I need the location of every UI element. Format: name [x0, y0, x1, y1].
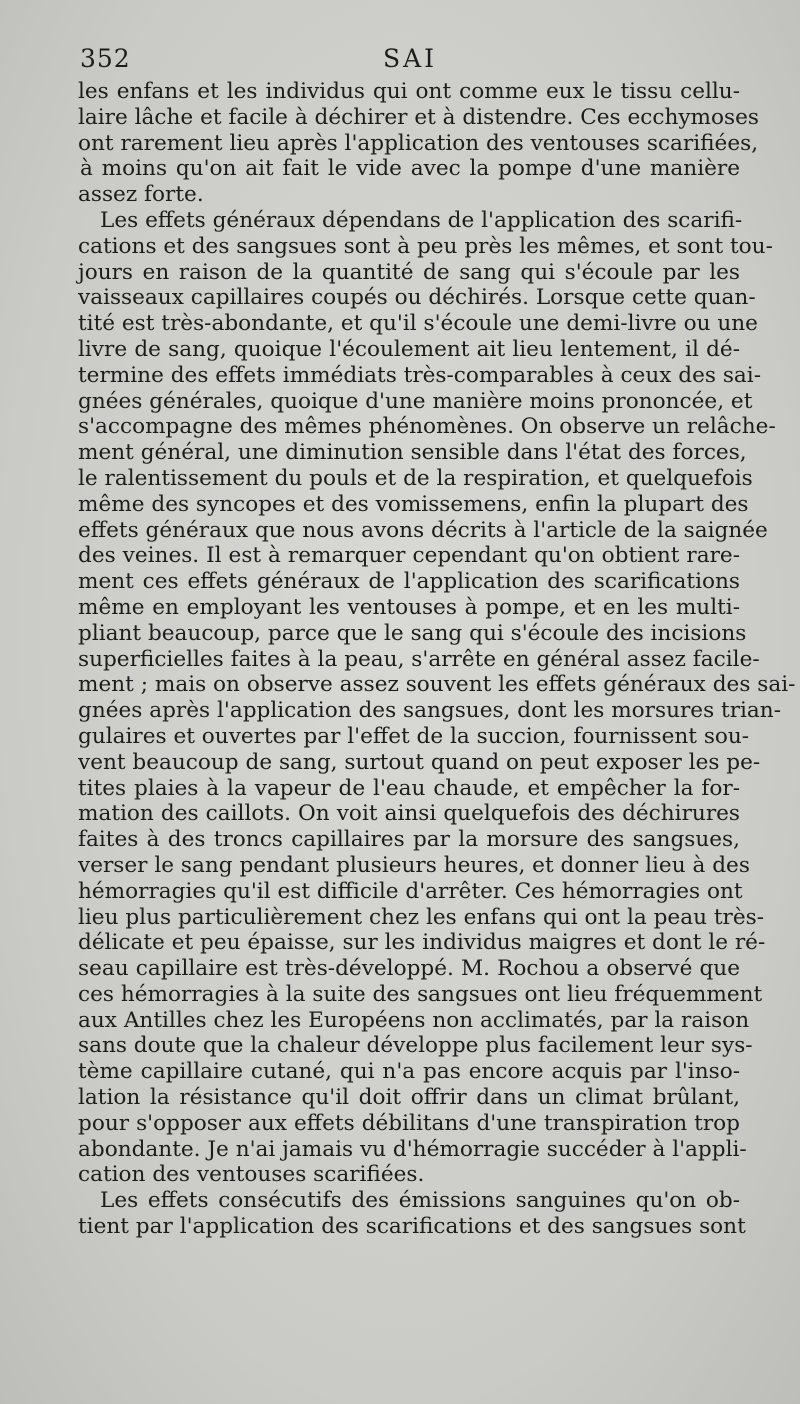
running-head: SAI: [382, 44, 438, 73]
text-line: même des syncopes et des vomissemens, enfin la plupart des: [78, 491, 749, 517]
text-line: faites à des troncs capillaires par la morsure des sangsues,: [78, 827, 740, 853]
text-line: tient par l'application des scarifications et des sangsues sont: [78, 1214, 746, 1240]
text-line: jours en raison de la quantité de sang qui s'écoule par les: [78, 259, 740, 285]
text-line: ont rarement lieu après l'application des ventouses scarifiées,: [78, 130, 759, 156]
text-line: gnées après l'application des sangsues, dont les morsures trian-: [78, 698, 782, 724]
text-line: tème capillaire cutané, qui n'a pas encore acquis par l'inso-: [78, 1059, 740, 1085]
text-line: livre de sang, quoique l'écoulement ait lieu lentement, il dé-: [78, 336, 740, 362]
text-line: sans doute que la chaleur développe plus facilement leur sys-: [78, 1033, 753, 1059]
text-line: termine des effets immédiats très-comparables à ceux des sai-: [78, 362, 761, 388]
text-line: les enfans et les individus qui ont comme eux le tissu cellu-: [78, 79, 740, 104]
text-line: verser le sang pendant plusieurs heures, et donner lieu à des: [78, 852, 750, 878]
text-line: abondante. Je n'ai jamais vu d'hémorragie succéder à l'appli-: [78, 1136, 747, 1162]
text-line: tites plaies à la vapeur de l'eau chaude, et empêcher la for-: [78, 775, 740, 801]
text-line: gulaires et ouvertes par l'effet de la succion, fournissent sou-: [78, 723, 750, 749]
page-header: [80, 44, 740, 84]
text-line: vent beaucoup de sang, surtout quand on peut exposer les pe-: [78, 749, 761, 775]
text-line: ment ; mais on observe assez souvent les effets généraux des sai-: [78, 672, 796, 698]
text-line: tité est très-abondante, et qu'il s'écoule une demi-livre ou une: [78, 311, 758, 337]
text-line: gnées générales, quoique d'une manière moins prononcée, et: [78, 388, 753, 414]
text-line: effets généraux que nous avons décrits à l'article de la saignée: [78, 517, 768, 543]
text-line: seau capillaire est très-développé. M. Rochou a observé que: [78, 956, 740, 982]
text-line: vaisseaux capillaires coupés ou déchirés. Lorsque cette quan-: [78, 285, 756, 311]
text-line: superficielles faites à la peau, s'arrête en général assez facile-: [78, 646, 760, 672]
text-line: à moins qu'on ait fait le vide avec la pompe d'une manière: [80, 156, 740, 182]
text-line: lieu plus particulièrement chez les enfans qui ont la peau très-: [78, 904, 765, 930]
text-line: assez forte.: [78, 182, 204, 208]
text-line: lation la résistance qu'il doit offrir dans un climat brûlant,: [78, 1085, 740, 1111]
text-line: délicate et peu épaisse, sur les individus maigres et dont le ré-: [78, 930, 766, 956]
text-line: cations et des sangsues sont à peu près les mêmes, et sont tou-: [78, 233, 773, 259]
text-line: Les effets généraux dépendans de l'application des scarifi-: [100, 207, 743, 233]
text-line: pliant beaucoup, parce que le sang qui s'écoule des incisions: [78, 620, 747, 646]
text-line: Les effets consécutifs des émissions sanguines qu'on ob-: [100, 1188, 740, 1214]
text-line: ment ces effets généraux de l'application des scarifications: [78, 569, 740, 595]
text-line: aux Antilles chez les Européens non acclimatés, par la raison: [78, 1007, 750, 1033]
text-line: laire lâche et facile à déchirer et à distendre. Ces ecchymoses: [78, 104, 759, 130]
text-line: cation des ventouses scarifiées.: [78, 1162, 425, 1188]
text-line: même en employant les ventouses à pompe, et en les multi-: [78, 594, 740, 620]
text-line: mation des caillots. On voit ainsi quelquefois des déchirures: [78, 801, 740, 827]
text-line: ment général, une diminution sensible dans l'état des forces,: [78, 440, 747, 466]
body-text: [78, 79, 796, 1240]
text-line: pour s'opposer aux effets débilitans d'une transpiration trop: [78, 1110, 740, 1136]
text-line: des veines. Il est à remarquer cependant qu'on obtient rare-: [78, 543, 740, 569]
text-line: s'accompagne des mêmes phénomènes. On observe un relâche-: [78, 414, 776, 440]
text-line: ces hémorragies à la suite des sangsues ont lieu fréquemment: [78, 981, 763, 1007]
text-line: hémorragies qu'il est difficile d'arrêter. Ces hémorragies ont: [78, 878, 743, 904]
text-line: le ralentissement du pouls et de la respiration, et quelquefois: [78, 465, 753, 491]
page-number: 352: [80, 44, 131, 73]
